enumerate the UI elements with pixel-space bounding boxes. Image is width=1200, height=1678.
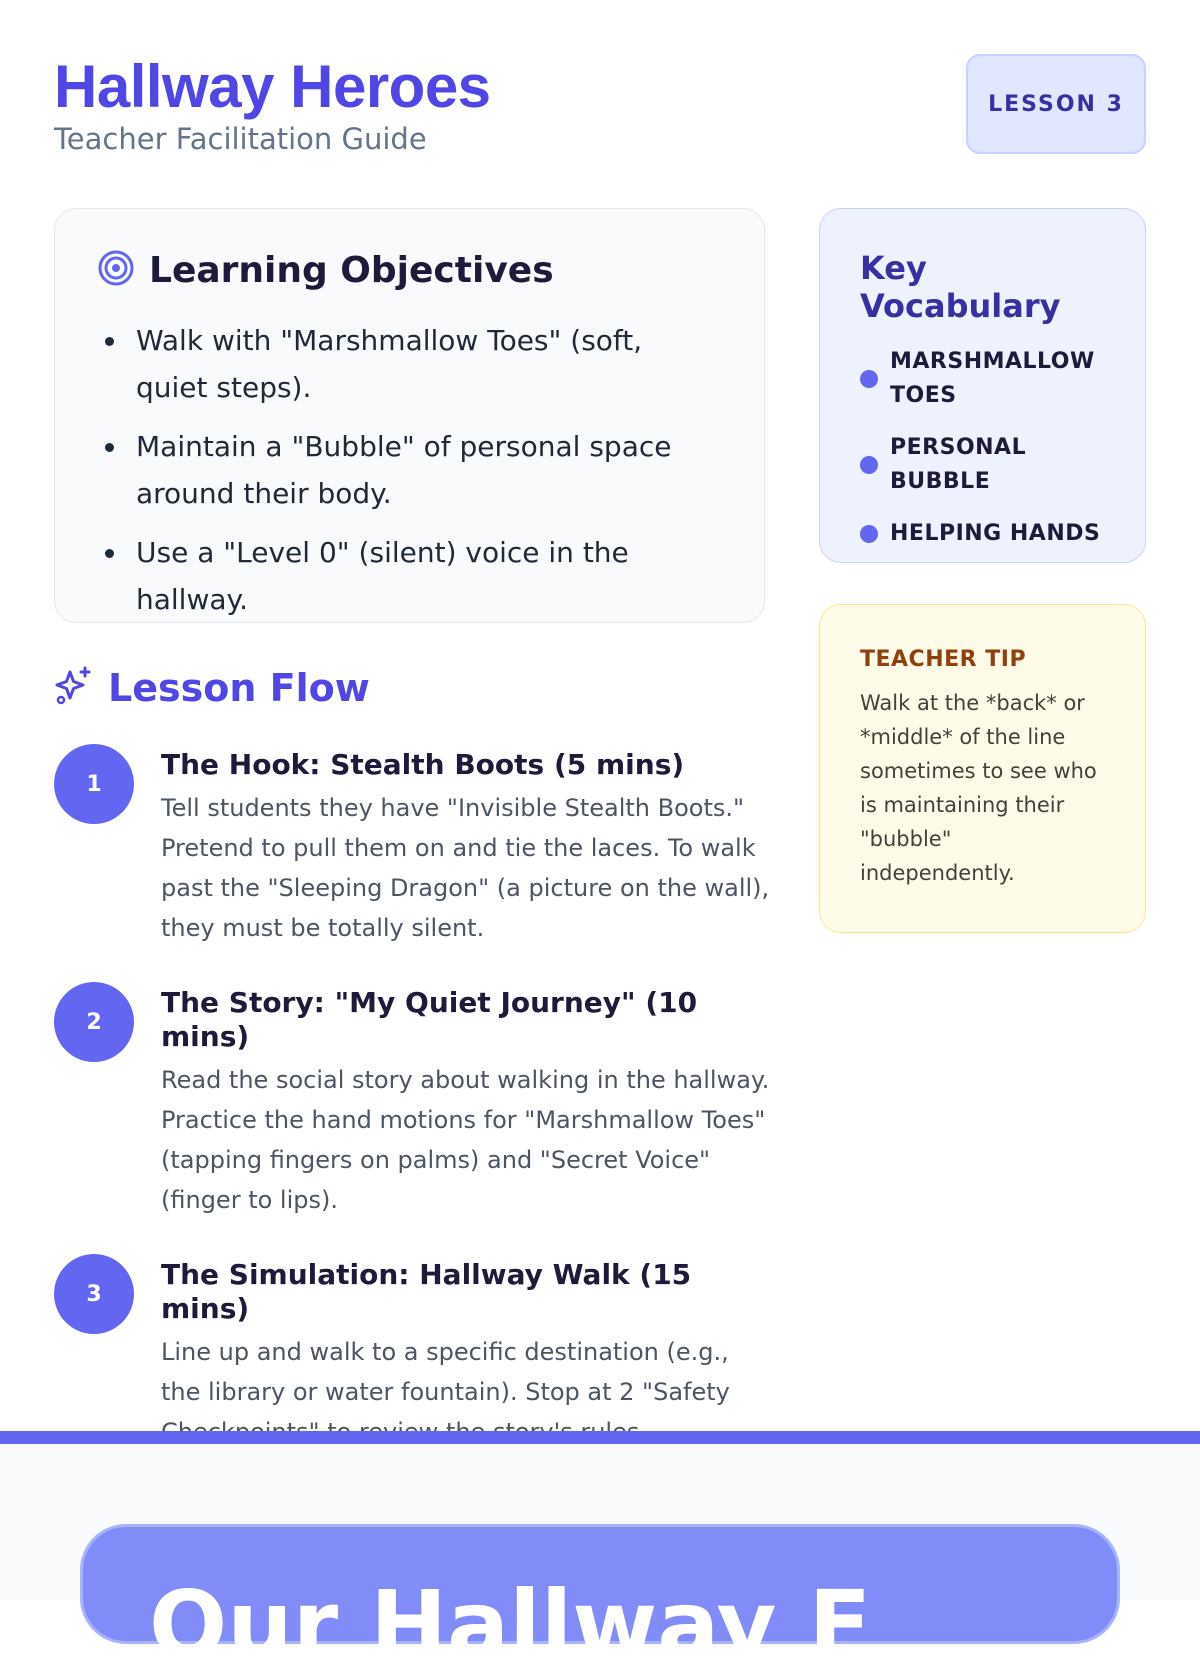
- teacher-tip-card: [819, 604, 1146, 933]
- bullet-dot-icon: [860, 456, 878, 474]
- vocabulary-item: [860, 517, 1105, 551]
- teacher-tip-body: Walk at the *back* or *middle* of the line sometimes to see who is maintaining their "bubble" independently.: [860, 691, 1097, 885]
- step-description: Line up and walk to a specific destination (e.g., the library or water fountain). Stop at 2 "Safety: [161, 1338, 730, 1406]
- learning-objectives-card: [54, 208, 765, 623]
- key-vocabulary-title: Key Vocabulary: [860, 249, 1061, 325]
- lesson-badge: LESSON 3: [966, 54, 1146, 154]
- lesson-flow-title: Lesson Flow: [108, 666, 370, 710]
- objective-item: Maintain a "Bubble" of personal space around their body.: [97, 423, 722, 517]
- section-divider: [0, 1431, 1200, 1444]
- step-title: The Simulation: Hallway Walk (15 mins): [161, 1258, 692, 1325]
- step-description: Tell students they have "Invisible Stealth Boots." Pretend to pull them on and tie the laces. To walk past the "Sleeping Dragon" (a picture on the wall), they must be totally silent.: [161, 794, 770, 942]
- lesson-flow-section: [54, 666, 774, 1452]
- page-title: Hallway Heroes: [54, 53, 491, 120]
- footer-card: [80, 1524, 1120, 1678]
- lesson-step: [54, 748, 774, 948]
- vocabulary-term: HELPING HANDS: [890, 521, 1101, 546]
- vocabulary-term: PERSONAL BUBBLE: [890, 435, 1027, 494]
- bullet-dot-icon: [860, 525, 878, 543]
- key-vocabulary-card: [819, 208, 1146, 563]
- target-icon: [97, 249, 135, 291]
- step-number-badge: 1: [54, 744, 134, 824]
- step-number-badge: 3: [54, 1254, 134, 1334]
- bullet-dot-icon: [860, 370, 878, 388]
- lesson-step: [54, 986, 774, 1220]
- lesson-step: [54, 1258, 774, 1452]
- step-description: Read the social story about walking in the hallway. Practice the hand motions for "Marshmallow Toes" (tapping fingers on palms) and "Secret Voice" (finger to lips).: [161, 1066, 770, 1214]
- vocabulary-list: [860, 345, 1105, 551]
- footer-heading: Our Hallway F: [149, 1571, 872, 1678]
- objective-item: Use a "Level 0" (silent) voice in the hallway.: [97, 529, 722, 623]
- page-subtitle: Teacher Facilitation Guide: [54, 122, 427, 156]
- vocabulary-item: [860, 431, 1105, 499]
- vocabulary-item: [860, 345, 1105, 413]
- step-title: The Story: "My Quiet Journey" (10 mins): [161, 986, 698, 1053]
- objective-item: Walk with "Marshmallow Toes" (soft, quiet steps).: [97, 317, 722, 411]
- learning-objectives-title: Learning Objectives: [149, 249, 554, 291]
- vocabulary-term: MARSHMALLOW TOES: [890, 349, 1095, 408]
- teacher-tip-title: TEACHER TIP: [860, 647, 1027, 672]
- lesson-flow-header: [54, 666, 774, 710]
- sparkles-icon: [54, 666, 94, 710]
- step-title: The Hook: Stealth Boots (5 mins): [161, 748, 685, 781]
- learning-objectives-header: [97, 249, 722, 291]
- page-header: [54, 52, 1146, 162]
- step-number-badge: 2: [54, 982, 134, 1062]
- objectives-list: [97, 317, 722, 623]
